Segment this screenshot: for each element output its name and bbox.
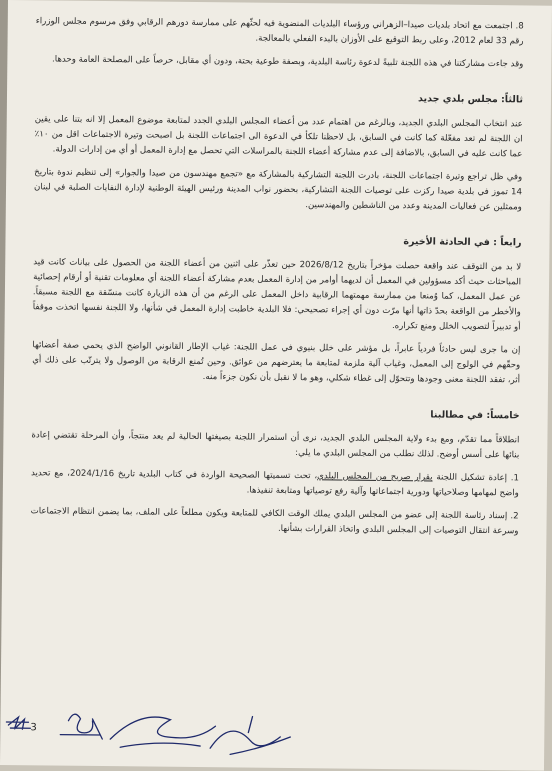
request-2-text: إسناد رئاسة اللجنة إلى عضو من المجلس البلدي يملك الوقت الكافي للمتابعة ويكون مطلعاً على الملف، بما يضمن انتظام الاجتماعات وسرعة انتقال التوصيات إلى المجلس البلدي واتخاذ القرارات بشأنها. xyxy=(30,506,519,537)
signature-2 xyxy=(60,714,102,739)
section-3-title: ثالثاً: مجلس بلدي جديد xyxy=(417,93,524,106)
request-1-underlined: بقرار صريح من المجلس البلدي xyxy=(317,471,433,483)
item-8 xyxy=(36,14,524,49)
section-4-title: رابعاً : في الحادثة الأخيرة xyxy=(403,236,522,249)
section-5-title: خامساً: في مطالبنا xyxy=(430,409,520,422)
request-2 xyxy=(30,504,518,539)
request-1-number: 1. xyxy=(510,473,520,484)
section-4-paragraph-1: لا بد من التوقف عند واقعة حصلت مؤخراً بتاريخ 2026/8/12 حين تعذّر على اثنين من أعضاء اللجنة من الحصول على بيانات كانت قيد المباحثات حيث أكد مسؤولين في المعمل أن لديهما أوامر من إدارة المعمل بعدم مشاركة أعضاء اللجنة أي معلومات تقنية أو أرقام إحصائية عن عمل المعمل، كما وُمنعا من ممارسة مهمتهما الرقابية داخل المعمل على الرغم من أن هذه الزيارة كانت منسّقة مع اللجنة مسبقاً. والأخطر من الواقعة بحدّ ذاتها أنها مرّت دون أي إجراء تصحيحي: فلا البلدية خاطبت إدارة المعمل في شأنها، ولا اللجنة نفسها اتخذت موقفاً أو تدبيراً لتصويب الخلل ومنع تكراره. xyxy=(32,257,522,333)
request-1-text-post: ، تحت تسميتها الصحيحة الواردة في كتاب البلدية تاريخ 2024/1/16، مع تحديد واضح لمهامها وصلاحياتها ودورية اجتماعاتها وآلية رفع توصياتها ومتابعة تنفيذها. xyxy=(30,468,519,499)
signature-1 xyxy=(6,717,30,729)
section-4-paragraph-2: إن ما جرى ليس حادثاً فردياً عابراً، بل مؤشر على خلل بنيوي في عمل اللجنة: غياب الإطار القانوني الواضح الذي يحمي صفة أعضائها وحقّهم في الولوج إلى المعمل، وغياب آلية ملزمة لمتابعة ما يعترضهم من عوائق. وحين تُمنع الرقابة من الوصول ولا يترتّب على ذلك أي أثر، تفقد اللجنة معنى وجودها وتتحوّل إلى غطاء شكلي، وهو ما لا نقبل بأن نكون جزءاً منه. xyxy=(32,340,521,386)
document-body xyxy=(30,14,524,547)
signatures xyxy=(0,690,321,768)
signature-3 xyxy=(110,717,215,749)
section-3-paragraph-1: عند انتخاب المجلس البلدي الجديد، وبالرغم من اهتمام عدد من أعضاء المجلس البلدي الجدد لمتابعة موضوع المعمل إلا انه بتنا على يقين ان اللجنة لم تعد مفعّلة كما كانت في السابق، بل لاحظنا تلكأ في الدعوة الى اجتماعات اللجنة بل اصبحت وتيرة الاجتماعات اقل من ١٠٪ عما كانت عليه في السابق، بالاضافة إلى عدم مشاركة أعضاء اللجنة بالمراسلات التي تحصل مع إدارة المعمل أو أي من إدارات الدولة. xyxy=(34,114,523,160)
request-1 xyxy=(31,466,519,501)
request-1-text-pre: إعادة تشكيل اللجنة xyxy=(432,472,508,484)
signature-4 xyxy=(210,716,290,755)
section-5-paragraph-1: انطلاقاً مما تقدّم، ومع بدء ولاية المجلس البلدي الجديد، نرى أن استمرار اللجنة بصيغتها الحالية لم يعد منتجاً، وأن المرحلة تقتضي إعادة بنائها على أسس أوضح. لذلك نطلب من المجلس البلدي ما يلي: xyxy=(31,430,520,461)
page-number: 3 xyxy=(30,722,37,734)
item-8-text: اجتمعت مع اتحاد بلديات صيدا–الزهراني ورؤساء البلديات المنضوية فيه لحثّهم على ممارسة دورهم الرقابي وفق مرسوم مجلس الوزراء رقم 33 لعام 2012، وعلى ربط التوقيع على الأوزان بالبدء الفعلي بالمعالجة. xyxy=(35,16,524,47)
participation-paragraph: وقد جاءت مشاركتنا في هذه اللجنة تلبيةً لدعوة رئاسة البلدية، وبصفة طوعية بحتة، ودون أي مقابل، حرصاً على المصلحة العامة وحدها. xyxy=(51,54,524,70)
item-8-number: 8. xyxy=(515,21,524,32)
request-2-number: 2. xyxy=(510,511,519,522)
section-3-paragraph-2: وفي ظل تراجع وتيرة اجتماعات اللجنة، بادرت اللجنة التشاركية بالمشاركة مع «تجمع مهندسون من صيدا والجوار» إلى تنظيم ندوة بتاريخ 14 تموز في بلدية صيدا ركزت على توصيات اللجنة التشاركية، بحضور نواب المدينة ورئيس الهيئة الوطنية لإدارة النفايات الصلبة في لبنان وممثلين عن فعاليات المدينة وعدد من الناشطين والمهندسين. xyxy=(33,167,523,213)
